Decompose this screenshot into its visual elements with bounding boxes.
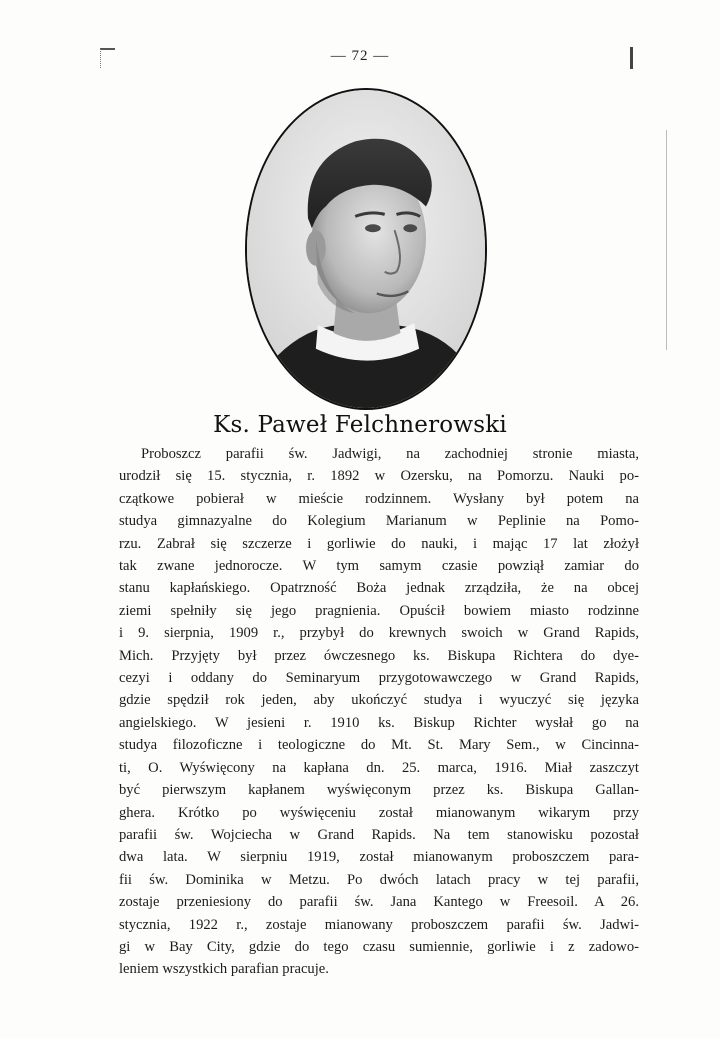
bio-line: dwa lata. W sierpniu 1919, został mianowanym proboszczem para- — [119, 849, 639, 866]
biography-text — [119, 443, 639, 981]
bio-line: Proboszcz parafii św. Jadwigi, na zachodniej stronie miasta, — [141, 446, 639, 462]
bio-line: być pierwszym kapłanem wyświęconym przez ks. Biskupa Gallan- — [119, 782, 639, 799]
bio-line: ziemi spełniły się jego pragnienia. Opuścił bowiem miasto rodzinne — [119, 602, 639, 619]
portrait-photo — [245, 88, 487, 410]
bio-line: angielskiego. W jesieni r. 1910 ks. Biskup Richter wysłał go na — [119, 714, 639, 731]
portrait-illustration — [247, 90, 485, 408]
bio-line: ghera. Krótko po wyświęceniu został mianowanym wikarym przy — [119, 804, 639, 821]
bio-line: urodził się 15. stycznia, r. 1892 w Ozersku, na Pomorzu. Nauki po- — [119, 468, 639, 485]
bio-line: leniem wszystkich parafian pracuje. — [119, 961, 329, 978]
bio-line: ti, O. Wyświęcony na kapłana dn. 25. marca, 1916. Miał zaszczyt — [119, 759, 639, 776]
bio-line: stanu kapłańskiego. Opatrzność Boża jednak zrządziła, że na obcej — [119, 580, 639, 597]
bio-line: studya filozoficzne i teologiczne do Mt. St. Mary Sem., w Cincinna- — [119, 737, 639, 754]
bio-line: parafii św. Wojciecha w Grand Rapids. Na tem stanowisku pozostał — [119, 826, 639, 843]
bio-line: cezyi i oddany do Seminaryum przygotowawczego w Grand Rapids, — [119, 670, 639, 687]
bio-line: stycznia, 1922 r., zostaje mianowany proboszczem parafii św. Jadwi- — [119, 916, 639, 933]
bio-line: Mich. Przyjęty był przez ówczesnego ks. Biskupa Richtera do dye- — [119, 647, 639, 664]
bio-line: zostaje przeniesiony do parafii św. Jana Kantego w Freesoil. A 26. — [119, 894, 639, 911]
page-number: — 72 — — [330, 48, 390, 64]
person-name-heading: Ks. Paweł Felchnerowski — [213, 412, 507, 438]
bio-line: fii św. Dominika w Metzu. Po dwóch latach pracy w tej parafii, — [119, 871, 639, 888]
bio-line: i 9. sierpnia, 1909 r., przybył do krewnych swoich w Grand Rapids, — [119, 625, 639, 642]
bio-line: gi w Bay City, gdzie do tego czasu sumiennie, gorliwie i z zadowo- — [119, 938, 639, 955]
bio-line: czątkowe pobierał w mieście rodzinnem. Wysłany był potem na — [119, 490, 639, 507]
bio-line: studya gimnazyalne do Kolegium Marianum w Peplinie na Pomo- — [119, 513, 639, 530]
bio-line: tak zwane jednorocze. W tym samym czasie powziął zamiar do — [119, 558, 639, 575]
bio-line: gdzie spędził rok jeden, aby ukończyć studya i wyuczyć się języka — [119, 692, 639, 709]
bio-line: rzu. Zabrał się szczerze i gorliwie do nauki, i mając 17 lat złożył — [119, 535, 639, 552]
page-edge-shadow — [666, 130, 667, 350]
